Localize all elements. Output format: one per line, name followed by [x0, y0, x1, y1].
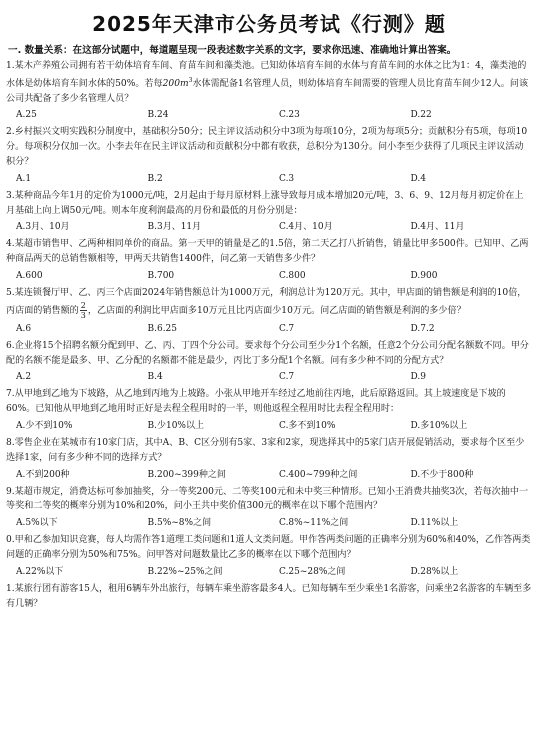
option-c: C.7	[279, 323, 295, 334]
option-a: A.6	[16, 323, 32, 334]
options-row	[6, 269, 532, 283]
question-8	[6, 436, 532, 482]
option-d: D.900	[410, 271, 438, 281]
options-row	[6, 516, 532, 530]
question-stem: 4.某超市销售甲、乙两种相同单价的商品。第一天甲的销量是乙的1.5倍，第二天乙打八折销售，销量比甲多500件。已知甲、乙两种商品两天的总销售额相等，甲两天共销售1400件，问乙第一天销售多少件？	[6, 239, 529, 265]
unit-exponent: 3	[188, 76, 193, 84]
question-stem: 5.某连锁餐厅甲、乙、丙三个店面2024年销售额总计为1000万元，利润总计为120万元。其中，甲店面的销售额是利润的10倍，丙店面的销售额的 $\frac{2}{3}$ ，乙店面的利润比甲店面多10万元且比丙店面少10万元。问乙店面的销售额是利润的多少倍？	[6, 288, 527, 320]
option-b: B.700	[147, 271, 175, 281]
option-c: C.25~28%之间	[279, 566, 346, 577]
option-c: C.3	[279, 173, 295, 184]
options-row	[6, 172, 532, 186]
option-d: D.4月、11月	[410, 222, 465, 233]
option-d: D.不少于800种	[410, 469, 474, 480]
option-c: C.800	[279, 271, 306, 281]
question-4	[6, 237, 532, 283]
options-row	[6, 108, 532, 122]
option-c: C.400~799种之间	[279, 469, 358, 480]
options-row	[6, 322, 532, 336]
question-6	[6, 339, 532, 385]
option-b: B.3月、11月	[147, 222, 202, 233]
option-c: C.7	[279, 372, 295, 383]
fraction	[80, 301, 87, 320]
option-d: D.7.2	[410, 323, 435, 334]
page-title: 2025年天津市公务员考试《行测》题	[92, 12, 446, 36]
options-row	[6, 220, 532, 234]
unit-text: 200m	[162, 78, 189, 89]
question-7	[6, 387, 532, 433]
question-2	[6, 125, 532, 185]
option-a: A.1	[16, 173, 32, 184]
section-heading: 一. 数量关系：在这部分试题中，每道题呈现一段表述数字关系的文字，要求你迅速、准确地计算出答案。	[8, 45, 457, 56]
option-b: B.4	[147, 372, 163, 383]
question-stem: 6.企业将15个招聘名额分配到甲、乙、丙、丁四个分公司。要求每个分公司至少分1个名额，任意2个分公司分配名额数不同。甲分配的名额不能是最多、甲、乙分配的名额都不能是最少，丙比丁多分配1个名额。问有多少种不同的分配方式？	[6, 340, 529, 366]
option-b: B.6.25	[147, 323, 178, 334]
option-d: D.11%以上	[410, 518, 459, 529]
option-a: A.2	[16, 372, 32, 383]
option-d: D.多10%以上	[410, 420, 468, 431]
question-stem: 8.零售企业在某城市有10家门店，其中A、B、C区分别有5家、3家和2家，现选择其中的5家门店开展促销活动，要求每个区至少选择1家，问有多少种不同的选择方式？	[6, 437, 525, 463]
option-b: B.少10%以上	[147, 420, 204, 431]
option-b: B.24	[147, 110, 169, 121]
options-row	[6, 370, 532, 384]
option-b: B.22%~25%之间	[147, 566, 223, 577]
option-c: C.8%~11%之间	[279, 518, 349, 529]
fraction-denominator: 3	[80, 310, 86, 320]
options-row	[6, 419, 532, 433]
option-b: B.5%~8%之间	[147, 518, 212, 529]
question-stem: 3.某种商品今年1月的定价为1000元/吨，2月起由于每月原材料上涨导致每月成本增加20元/吨，3、6、9、12月每月初定价在上月基础上向上调50元/吨。则本年度利润最高的月份和最低的月份分别是：	[6, 190, 524, 216]
question-stem: 0.甲和乙参加知识竞赛，每人均需作答1道理工类问题和1道人文类问题。甲作答两类问题的正确率分别为60%和40%，乙作答两类问题的正确率分别为50%和75%。问甲答对问题数量比乙多的概率在以下哪个范围内？	[6, 535, 531, 560]
option-a: A.少不到10%	[16, 420, 73, 431]
question-1	[6, 59, 532, 122]
option-d: D.28%以上	[410, 566, 459, 577]
option-d: D.22	[410, 110, 432, 121]
question-stem: 2.乡村振兴文明实践积分制度中，基础积分50分；民主评议活动积分中3项为每项10分，2项为每项5分；贡献积分有5项，每项10分。每项积分仅加一次。小李去年在民主评议活动和贡献积分中都有收获，总积分为130分。问小李至少获得了几项民主评议活动积分？	[6, 127, 528, 168]
option-a: A.25	[16, 110, 37, 121]
question-3	[6, 189, 532, 235]
option-a: A.不到200种	[16, 469, 70, 480]
option-d: D.4	[410, 173, 426, 184]
option-b: B.200~399种之间	[147, 469, 226, 480]
option-d: D.9	[410, 372, 426, 383]
question-stem: 1.某旅行团有游客15人，租用6辆车外出旅行，每辆车乘坐游客最多4人。已知每辆车至少乘坐1名游客，问乘坐2名游客的车辆至多有几辆？	[6, 583, 532, 609]
question-stem: 1.某木产养殖公司拥有若干幼体培育车间、育苗车间和藻类池。已知幼体培育车间的水体与育苗车间的水体之比为1：4，藻类池的水体是幼体培育车间水体的50%。若每$200m^3$水体需配备1名管理人员，则幼体培育车间需要的管理人员比育苗车间少12人。问该公司共配备了多少名管理人员？	[6, 61, 529, 104]
option-a: A.5%以下	[16, 518, 58, 529]
option-c: C.23	[279, 110, 300, 121]
question-5	[6, 286, 532, 336]
question-stem: 9.某超市规定，消费达标可参加抽奖，分一等奖200元、二等奖100元和未中奖三种情形。已知小王消费共抽奖3次，若每次抽中一等奖和二等奖的概率分别为10%和20%，问小王共中奖价值300元的概率在以下哪个范围内？	[6, 486, 529, 512]
question-10	[6, 533, 532, 579]
option-c: C.多不到10%	[279, 420, 336, 431]
option-c: C.4月、10月	[279, 222, 333, 233]
options-row	[6, 468, 532, 482]
option-a: A.3月、10月	[16, 222, 70, 233]
option-a: A.22%以下	[16, 566, 64, 577]
fraction-numerator: 2	[80, 300, 86, 310]
question-9	[6, 485, 532, 531]
question-stem: 7.从甲地到乙地为下坡路，从乙地到丙地为上坡路。小张从甲地开车经过乙地前往丙地，此后原路返回。其上坡速度是下坡的60%。已知他从甲地到乙地用时正好是去程全程用时的一半，则他返程全程用时比去程全程用时：	[6, 389, 506, 415]
option-a: A.600	[16, 271, 43, 281]
question-11	[6, 582, 532, 612]
option-b: B.2	[147, 173, 163, 184]
options-row	[6, 565, 532, 579]
